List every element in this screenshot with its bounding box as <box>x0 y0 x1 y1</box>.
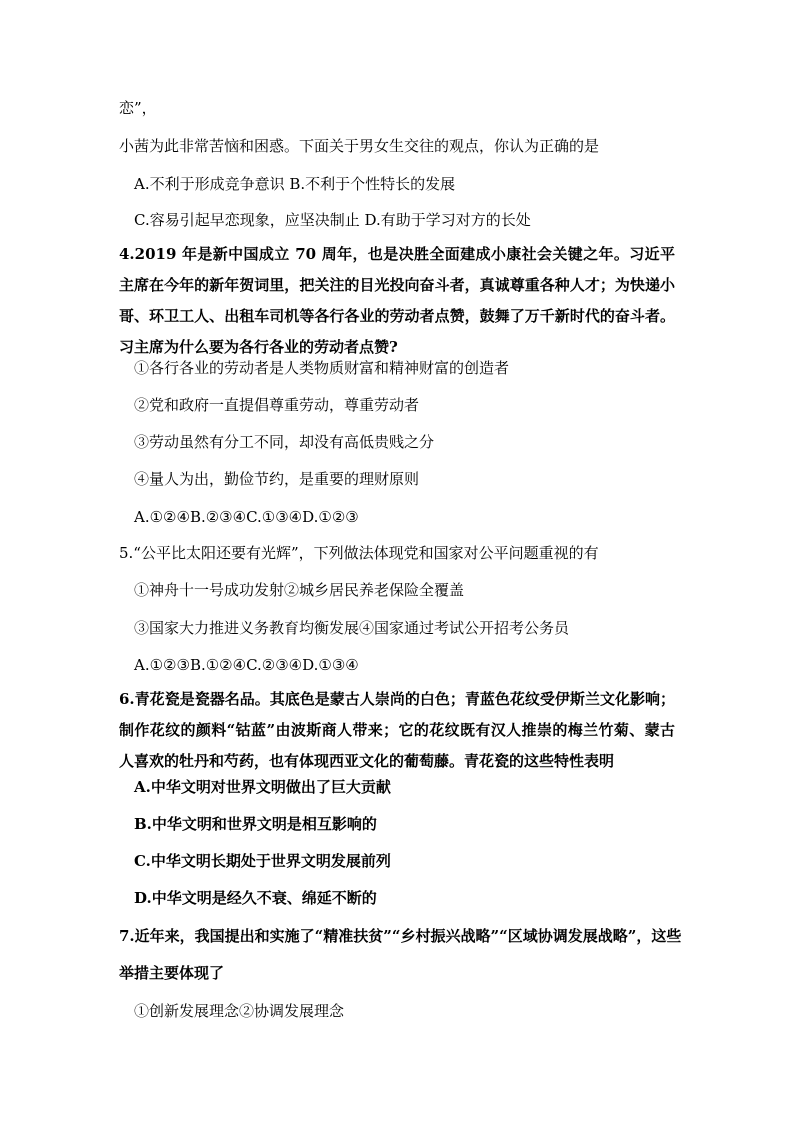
q7-stem-line-1: 7.近年来，我国提出和实施了“精准扶贫”“乡村振兴战略”“区域协调发展战略”，这些 <box>119 927 682 945</box>
q5-answer-options: A.①②③B.①②④C.②③④D.①③④ <box>134 656 359 674</box>
q3-options-cd: C.容易引起早恋现象，应坚决制止 D.有助于学习对方的长处 <box>134 211 531 229</box>
q7-statements-12: ①创新发展理念②协调发展理念 <box>134 1002 345 1020</box>
q5-stem: 5.“公平比太阳还要有光辉”，下列做法体现党和国家对公平问题重视的有 <box>119 544 599 562</box>
q4-statement-4: ④量人为出，勤俭节约，是重要的理财原则 <box>134 470 420 488</box>
q6-option-a: A.中华文明对世界文明做出了巨大贡献 <box>134 778 391 796</box>
q5-statements-34: ③国家大力推进义务教育均衡发展④国家通过考试公开招考公务员 <box>134 619 570 637</box>
q3-options-ab: A.不利于形成竞争意识 B.不利于个性特长的发展 <box>134 175 456 193</box>
q6-stem: 6.青花瓷是瓷器名品。其底色是蒙古人崇尚的白色；青蓝色花纹受伊斯兰文化影响；制作花纹的颜料“钴蓝”由波斯商人带来；它的花纹既有汉人推崇的梅兰竹菊、蒙古人喜欢的牡丹和芍药，也有体现西亚文化的葡萄藤。青花瓷的这些特性表明 <box>119 690 675 770</box>
q6-option-c: C.中华文明长期处于世界文明发展前列 <box>134 852 391 870</box>
q3-question-line: 小茜为此非常苦恼和困惑。下面关于男女生交往的观点，你认为正确的是 <box>119 137 600 155</box>
q4-answer-options: A.①②④B.②③④C.①③④D.①②③ <box>134 508 359 526</box>
q6-option-b: B.中华文明和世界文明是相互影响的 <box>134 815 377 833</box>
q4-statement-2: ②党和政府一直提倡尊重劳动，尊重劳动者 <box>134 396 420 414</box>
q7-stem-line-2: 举措主要体现了 <box>119 964 225 982</box>
q4-statement-1: ①各行各业的劳动者是人类物质财富和精神财富的创造者 <box>134 359 510 377</box>
q4-stem: 4.2019 年是新中国成立 70 周年，也是决胜全面建成小康社会关键之年。习近平主席在今年的新年贺词里，把关注的目光投向奋斗者，真诚尊重各种人才；为快递小哥、环卫工人、出租车司机等各行各业的劳动者点赞，鼓舞了万千新时代的奋斗者。习主席为什么要为各行各业的劳动者点赞? <box>119 245 675 356</box>
text-line-continuation: 恋”， <box>119 99 157 117</box>
q4-statement-3: ③劳动虽然有分工不同，却没有高低贵贱之分 <box>134 433 435 451</box>
q5-statements-12: ①神舟十一号成功发射②城乡居民养老保险全覆盖 <box>134 581 465 599</box>
q6-option-d: D.中华文明是经久不衰、绵延不断的 <box>134 889 377 907</box>
